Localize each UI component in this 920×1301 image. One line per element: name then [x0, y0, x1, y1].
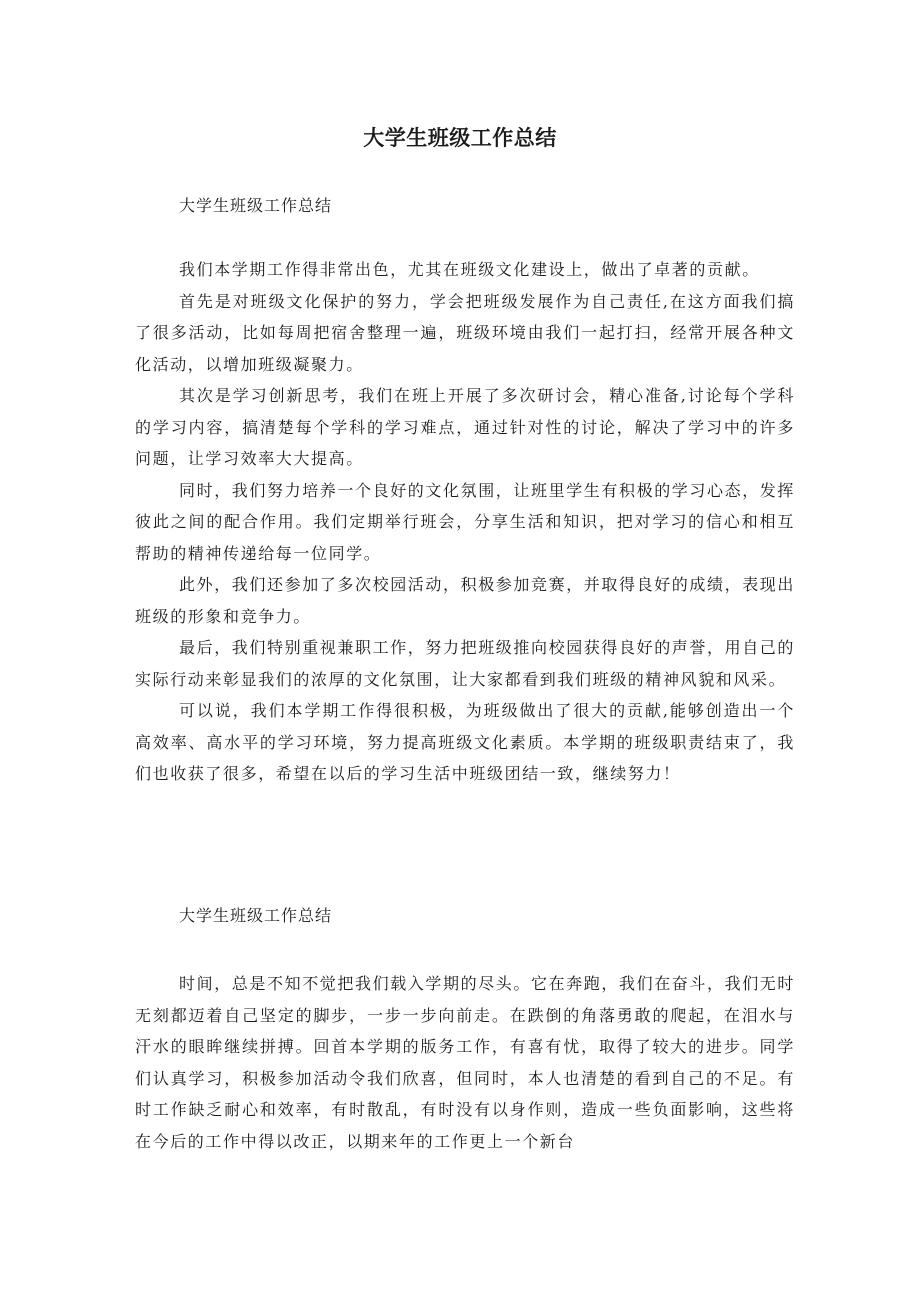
paragraph: 我们本学期工作得非常出色，尤其在班级文化建设上，做出了卓著的贡献。: [179, 260, 760, 279]
section-1-heading-block: [135, 194, 795, 218]
paragraph: 首先是对班级文化保护的努力，学会把班级发展作为自己责任,在这方面我们搞了很多活动，比如每周把宿舍整理一遍，班级环境由我们一起打扫，经常开展各种文化活动，以增加班级凝聚力。: [135, 291, 795, 374]
paragraph: 其次是学习创新思考，我们在班上开展了多次研讨会，精心准备,讨论每个学科的学习内容，搞清楚每个学科的学习难点，通过针对性的讨论，解决了学习中的许多问题，让学习效率大大提高。: [135, 386, 795, 468]
paragraph: 同时，我们努力培养一个良好的文化氛围，让班里学生有积极的学习心态，发挥彼此之间的配合作用。我们定期举行班会，分享生活和知识，把对学习的信心和相互帮助的精神传递给每一位同学。: [135, 480, 796, 563]
section-heading: 大学生班级工作总结: [179, 196, 333, 215]
section-2-body: [135, 968, 795, 1157]
section-1-body: [135, 254, 795, 790]
paragraph: 可以说，我们本学期工作得很积极，为班级做出了很大的贡献,能够创造出一个高效率、高水平的学习环境，努力提高班级文化素质。本学期的班级职责结束了，我们也收获了很多，希望在以后的学习生活中班级团结一致，继续努力！: [135, 701, 795, 783]
section-heading: 大学生班级工作总结: [179, 906, 333, 925]
section-2-heading-block: [135, 904, 795, 928]
paragraph: 此外，我们还参加了多次校园活动，积极参加竞赛，并取得良好的成绩，表现出班级的形象和竞争力。: [135, 575, 796, 626]
page-title: 大学生班级工作总结: [363, 126, 557, 150]
paragraph: 时间，总是不知不觉把我们载入学期的尽头。它在奔跑，我们在奋斗，我们无时无刻都迈着自己坚定的脚步，一步一步向前走。在跌倒的角落勇敢的爬起，在泪水与汗水的眼眸继续拼搏。回首本学期的版务工作，有喜有忧，取得了较大的进步。同学们认真学习，积极参加活动令我们欣喜，但同时，本人也清楚的看到自己的不足。有时工作缺乏耐心和效率，有时散乱，有时没有以身作则，造成一些负面影响，这些将在今后的工作中得以改正，以期来年的工作更上一个新台: [135, 974, 796, 1151]
paragraph: 最后，我们特别重视兼职工作，努力把班级推向校园获得良好的声誉，用自己的实际行动来彰显我们的浓厚的文化氛围，让大家都看到我们班级的精神风貌和风采。: [135, 638, 796, 689]
